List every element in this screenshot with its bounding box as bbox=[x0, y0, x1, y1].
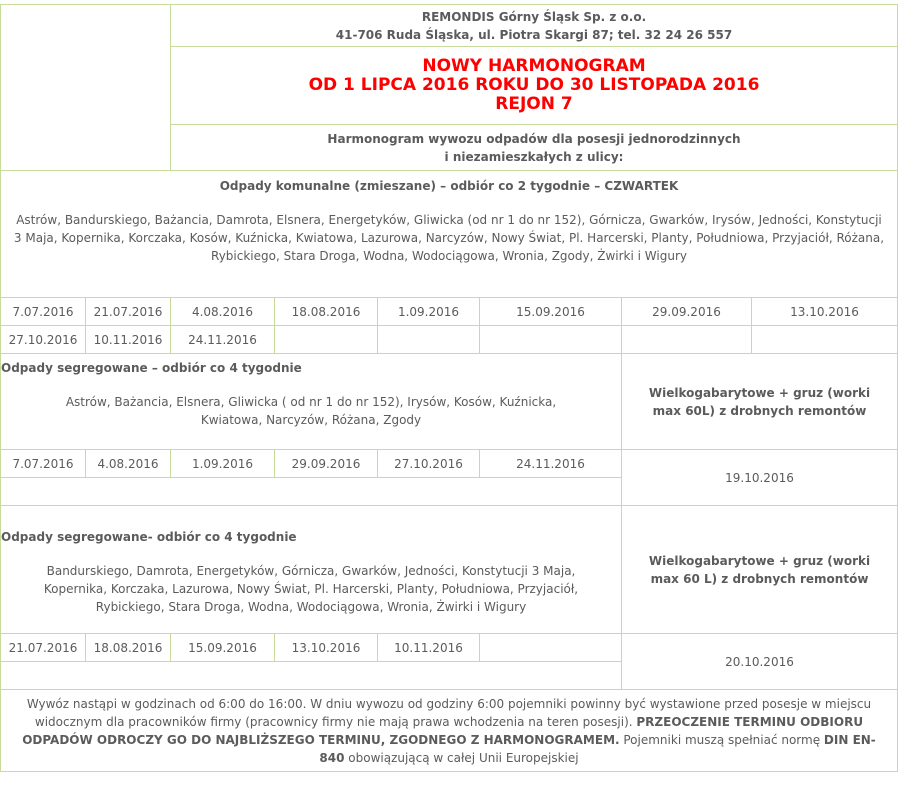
bulky-waste-2-date-cell bbox=[621, 633, 898, 690]
mixed-date-cell bbox=[0, 325, 86, 354]
footer-text-3: obowiązującą w całej Unii Europejskiej bbox=[344, 750, 579, 765]
segregated-2-date-cell bbox=[85, 633, 171, 662]
empty-cell bbox=[0, 661, 622, 690]
date-value: 13.10.2016 bbox=[790, 304, 859, 319]
title-line-2: OD 1 LIPCA 2016 ROKU DO 30 LISTOPADA 2016 bbox=[308, 75, 760, 95]
date-value: 27.10.2016 bbox=[8, 332, 78, 347]
date-value: 1.09.2016 bbox=[397, 304, 460, 319]
date-value: 24.11.2016 bbox=[516, 456, 585, 471]
mixed-date-cell bbox=[479, 297, 622, 326]
date-value: 29.09.2016 bbox=[291, 456, 361, 471]
segregated-1-date-cell bbox=[170, 449, 275, 478]
title-cell bbox=[170, 46, 898, 125]
empty-cell bbox=[479, 633, 622, 662]
mixed-date-cell bbox=[377, 297, 480, 326]
empty-cell bbox=[621, 325, 752, 354]
company-info-cell bbox=[170, 4, 898, 47]
date-value: 13.10.2016 bbox=[291, 640, 361, 655]
mixed-date-cell bbox=[0, 297, 86, 326]
bulky-waste-1-date: 19.10.2016 bbox=[725, 470, 794, 485]
mixed-waste-cell bbox=[0, 170, 898, 298]
empty-cell bbox=[274, 325, 378, 354]
date-value: 7.07.2016 bbox=[12, 304, 74, 319]
date-value: 10.11.2016 bbox=[93, 332, 163, 347]
date-value: 18.08.2016 bbox=[93, 640, 163, 655]
mixed-date-cell bbox=[170, 297, 275, 326]
bulky-waste-2-cell bbox=[621, 505, 898, 634]
segregated-2-streets: Bandurskiego, Damrota, Energetyków, Górnicza, Gwarków, Jedności, Konstytucji 3 Maja, Kopernika, Korczaka, Lazurowa, Nowy Świat, Pl. Harcerski, Planty, Południowa, Przyjaciół, Rybickiego, Stara Droga, Wodna, Wodociągowa, Wronia, Żwirki i Wigury bbox=[43, 564, 579, 614]
mixed-waste-streets: Astrów, Bandurskiego, Bażancia, Damrota, Elsnera, Energetyków, Gliwicka (od nr 1 do nr 152), Górnicza, Gwarków, Irysów, Jedności, Konstytucji 3 Maja, Kopernika, Korczaka, Kosów, Kuźnicka, Kwiatowa, Lazurowa, Narcyzów, Nowy Świat, Pl. Harcerski, Planty, Południowa, Przyjaciół, Różana, Rybickiego, Stara Droga, Wodna, Wodociągowa, Wronia, Zgody, Żwirki i Wigury bbox=[13, 213, 885, 263]
date-value: 15.09.2016 bbox=[188, 640, 257, 655]
mixed-waste-heading: Odpady komunalne (zmieszane) – odbiór co 2 tygodnie – CZWARTEK bbox=[219, 179, 679, 193]
subtitle-line-2: i niezamieszkałych z ulicy: bbox=[444, 149, 624, 164]
date-value: 1.09.2016 bbox=[191, 456, 254, 471]
date-value: 29.09.2016 bbox=[652, 304, 721, 319]
bulky-waste-1-label: Wielkogabarytowe + gruz (worki max 60L) z drobnych remontów bbox=[648, 385, 871, 418]
segregated-1-date-cell bbox=[0, 449, 86, 478]
date-value: 21.07.2016 bbox=[8, 640, 78, 655]
segregated-2-cell bbox=[0, 505, 622, 634]
mixed-date-cell bbox=[274, 297, 378, 326]
segregated-2-date-cell bbox=[170, 633, 275, 662]
empty-cell bbox=[0, 477, 622, 506]
segregated-2-heading: Odpady segregowane- odbiór co 4 tygodnie bbox=[1, 530, 297, 544]
date-value: 4.08.2016 bbox=[191, 304, 254, 319]
segregated-1-heading: Odpady segregowane – odbiór co 4 tygodnie bbox=[1, 361, 302, 375]
date-value: 18.08.2016 bbox=[291, 304, 361, 319]
segregated-2-date-cell bbox=[274, 633, 378, 662]
footer-note bbox=[11, 695, 887, 767]
mixed-date-cell bbox=[85, 325, 171, 354]
bulky-waste-2-date: 20.10.2016 bbox=[725, 654, 794, 669]
segregated-2-date-cell bbox=[377, 633, 480, 662]
bulky-waste-1-cell bbox=[621, 353, 898, 450]
empty-cell bbox=[377, 325, 480, 354]
bulky-waste-2-label: Wielkogabarytowe + gruz (worki max 60 L) z drobnych remontów bbox=[648, 553, 871, 586]
footer-note-cell bbox=[0, 689, 898, 772]
bulky-waste-1-date-cell bbox=[621, 449, 898, 506]
date-value: 4.08.2016 bbox=[97, 456, 159, 471]
left-blank-cell bbox=[0, 4, 171, 171]
date-value: 24.11.2016 bbox=[188, 332, 257, 347]
mixed-date-cell bbox=[621, 297, 752, 326]
footer-bold-norm: DIN EN-840 bbox=[319, 732, 876, 765]
segregated-1-streets: Astrów, Bażancia, Elsnera, Gliwicka ( od nr 1 do nr 152), Irysów, Kosów, Kuźnicka, Kwiatowa, Narcyzów, Różana, Zgody bbox=[65, 395, 557, 427]
company-name: REMONDIS Górny Śląsk Sp. z o.o. bbox=[421, 9, 647, 24]
segregated-1-date-cell bbox=[377, 449, 480, 478]
subtitle-cell bbox=[170, 124, 898, 171]
date-value: 7.07.2016 bbox=[12, 456, 74, 471]
empty-cell bbox=[479, 325, 622, 354]
mixed-date-cell bbox=[85, 297, 171, 326]
segregated-2-date-cell bbox=[0, 633, 86, 662]
title-line-1: NOWY HARMONOGRAM bbox=[422, 56, 646, 76]
date-value: 15.09.2016 bbox=[516, 304, 585, 319]
empty-cell bbox=[751, 325, 898, 354]
title-line-3: REJON 7 bbox=[495, 94, 573, 114]
footer-text-1: Wywóz nastąpi w godzinach od 6:00 do 16:00. W dniu wywozu od godziny 6:00 pojemniki powinny być wystawione przed posesje w miejscu widocznym dla pracowników firmy (pracownicy firmy nie mają prawa wchodzenia na teren posesji). bbox=[26, 696, 872, 729]
footer-text-2: Pojemniki muszą spełniać normę bbox=[619, 732, 824, 747]
subtitle-line-1: Harmonogram wywozu odpadów dla posesji jednorodzinnych bbox=[327, 131, 741, 146]
footer-bold-warning: PRZEOCZENIE TERMINU ODBIORU ODPADÓW ODROCZY GO DO NAJBLIŻSZEGO TERMINU, ZGODNEGO Z HARMONOGRAMEM. bbox=[22, 714, 864, 747]
date-value: 10.11.2016 bbox=[394, 640, 463, 655]
mixed-date-cell bbox=[170, 325, 275, 354]
segregated-1-date-cell bbox=[274, 449, 378, 478]
date-value: 27.10.2016 bbox=[394, 456, 463, 471]
segregated-1-date-cell bbox=[479, 449, 622, 478]
date-value: 21.07.2016 bbox=[93, 304, 163, 319]
mixed-date-cell bbox=[751, 297, 898, 326]
segregated-1-cell bbox=[0, 353, 622, 450]
company-address: 41-706 Ruda Śląska, ul. Piotra Skargi 87; tel. 32 24 26 557 bbox=[335, 27, 733, 42]
segregated-1-date-cell bbox=[85, 449, 171, 478]
